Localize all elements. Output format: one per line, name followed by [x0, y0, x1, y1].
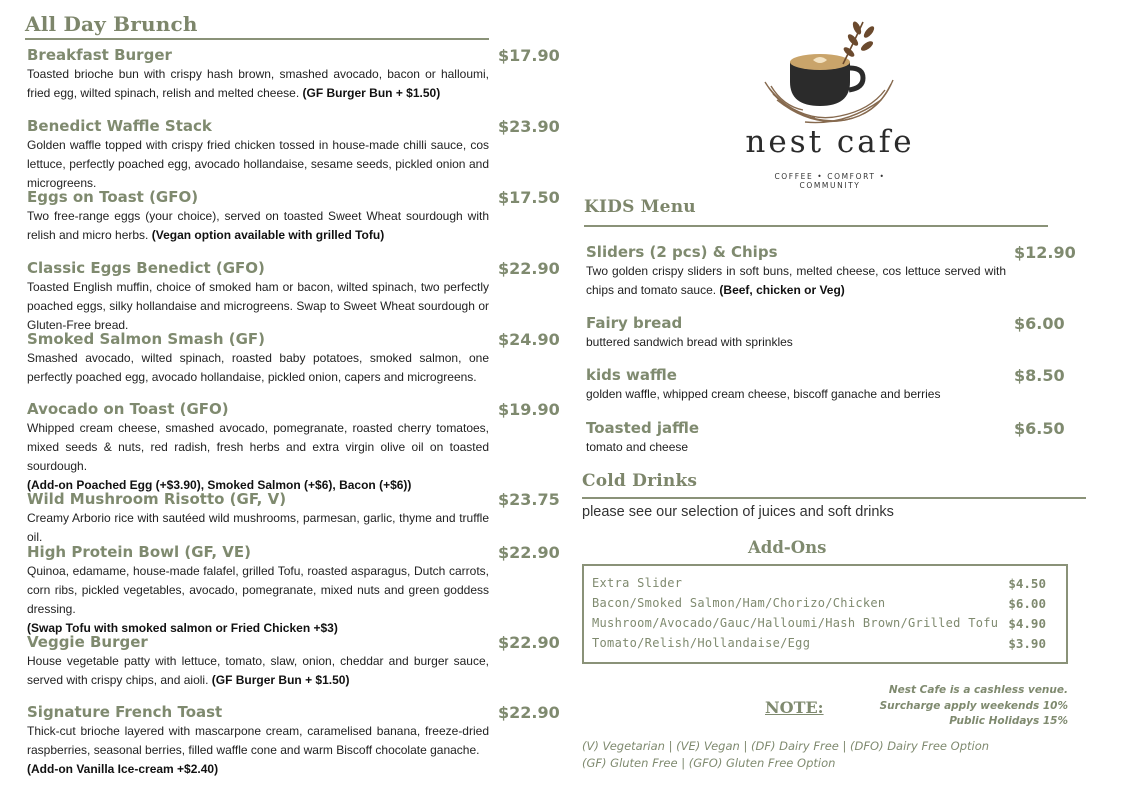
item-price: $22.90	[498, 543, 560, 562]
item-name: High Protein Bowl (GF, VE)	[27, 543, 252, 561]
item-description-text: Toasted brioche bun with crispy hash brown, smashed avocado, bacon or halloumi, fried egg, wilted spinach, relish and melted cheese.	[27, 67, 489, 100]
brunch-divider	[25, 38, 489, 40]
item-description-text: buttered sandwich bread with sprinkles	[586, 335, 793, 349]
item-note: (Vegan option available with grilled Tofu)	[151, 228, 385, 242]
item-description-text: Whipped cream cheese, smashed avocado, pomegranate, roasted cherry tomatoes, mixed seeds & nuts, red radish, fresh herbs and extra virgin olive oil on toasted sourdough.	[27, 421, 489, 473]
item-addon-note: (Swap Tofu with smoked salmon or Fried Chicken +$3)	[27, 621, 338, 635]
item-description-text: Thick-cut brioche layered with mascarpone cream, caramelised banana, freeze-dried raspberries, seasonal berries, filled waffle cone and warm Biscoff chocolate ganache.	[27, 724, 489, 757]
item-description	[27, 349, 489, 387]
addon-row	[592, 636, 1058, 656]
note-line: Nest Cafe is a cashless venue.	[888, 684, 1068, 696]
item-description-text: Toasted English muffin, choice of smoked ham or bacon, wilted spinach, two perfectly poached eggs, silky hollandaise and microgreens. Swap to Sweet Wheat sourdough or Gluten-Free bread.	[27, 280, 489, 332]
item-note: (GF Burger Bun + $1.50)	[302, 86, 441, 100]
legend-line: (V) Vegetarian | (VE) Vegan | (DF) Dairy Free | (DFO) Dairy Free Option	[582, 739, 990, 753]
item-name: Breakfast Burger	[27, 46, 172, 64]
addon-price: $4.90	[1008, 616, 1046, 631]
item-description	[27, 509, 489, 547]
item-price: $19.90	[498, 400, 560, 419]
addon-row	[592, 616, 1058, 636]
addon-name: Tomato/Relish/Hollandaise/Egg	[592, 636, 811, 650]
addon-price: $4.50	[1008, 576, 1046, 591]
addon-name: Bacon/Smoked Salmon/Ham/Chorizo/Chicken	[592, 596, 886, 610]
legend-line: (GF) Gluten Free | (GFO) Gluten Free Option	[582, 756, 836, 770]
item-description-text: Two free-range eggs (your choice), served on toasted Sweet Wheat sourdough with relish and micro herbs.	[27, 209, 489, 242]
item-description	[27, 419, 489, 495]
addon-row	[592, 596, 1058, 616]
item-description	[27, 278, 489, 335]
dietary-legend	[582, 738, 989, 772]
kids-title: KIDS Menu	[584, 197, 696, 217]
item-name: kids waffle	[586, 366, 677, 384]
item-description	[27, 722, 489, 779]
item-name: Signature French Toast	[27, 703, 223, 721]
cold-drinks-title: Cold Drinks	[582, 471, 698, 491]
item-description-text: golden waffle, whipped cream cheese, biscoff ganache and berries	[586, 387, 941, 401]
item-name: Benedict Waffle Stack	[27, 117, 212, 135]
addon-name: Extra Slider	[592, 576, 683, 590]
addon-price: $6.00	[1008, 596, 1046, 611]
item-description	[27, 652, 489, 690]
item-price: $23.90	[498, 117, 560, 136]
item-price: $6.50	[1014, 419, 1065, 438]
item-description	[27, 562, 489, 638]
item-name: Toasted jaffle	[586, 419, 700, 437]
addons-box	[582, 564, 1068, 664]
item-description-text: tomato and cheese	[586, 440, 689, 454]
item-description	[586, 385, 1006, 404]
item-price: $8.50	[1014, 366, 1065, 385]
item-description	[27, 207, 489, 245]
note-text	[880, 683, 1068, 730]
addon-name: Mushroom/Avocado/Gauc/Halloumi/Hash Brown/Grilled Tofu	[592, 616, 999, 630]
note-label: NOTE:	[765, 698, 824, 717]
item-price: $24.90	[498, 330, 560, 349]
item-description-text: Smashed avocado, wilted spinach, roasted baby potatoes, smoked salmon, one perfectly poached egg, avocado hollandaise, pickled onion, capers and microgreens.	[27, 351, 489, 384]
item-note: (Beef, chicken or Veg)	[719, 283, 845, 297]
item-name: Veggie Burger	[27, 633, 148, 651]
item-price: $17.50	[498, 188, 560, 207]
item-name: Eggs on Toast (GFO)	[27, 188, 199, 206]
kids-divider	[584, 225, 1048, 227]
brunch-title: All Day Brunch	[25, 12, 198, 36]
item-description-text: Two golden crispy sliders in soft buns, melted cheese, cos lettuce served with chips and tomato sauce.	[586, 264, 1006, 297]
addon-price: $3.90	[1008, 636, 1046, 651]
item-name: Avocado on Toast (GFO)	[27, 400, 229, 418]
addons-title: Add-Ons	[748, 538, 827, 557]
item-description	[27, 136, 489, 193]
item-description	[27, 65, 489, 103]
addon-row	[592, 576, 1058, 596]
item-description-text: Quinoa, edamame, house-made falafel, grilled Tofu, roasted asparagus, Dutch carrots, corn ribs, pickled vegetables, avocado, pomegranate, mixed nuts and green goddess dressing.	[27, 564, 489, 616]
item-name: Fairy bread	[586, 314, 683, 332]
item-description-text: Golden waffle topped with crispy fried chicken tossed in house-made chilli sauce, cos lettuce, perfectly poached egg, avocado hollandaise, sesame seeds, pickled onion and microgreens.	[27, 138, 489, 190]
item-name: Smoked Salmon Smash (GF)	[27, 330, 266, 348]
item-price: $6.00	[1014, 314, 1065, 333]
item-description	[586, 262, 1006, 300]
item-price: $22.90	[498, 633, 560, 652]
item-name: Wild Mushroom Risotto (GF, V)	[27, 490, 287, 508]
nest-cafe-logo	[745, 14, 920, 186]
item-price: $22.90	[498, 703, 560, 722]
item-price: $23.75	[498, 490, 560, 509]
item-name: Sliders (2 pcs) & Chips	[586, 243, 778, 261]
item-addon-note: (Add-on Vanilla Ice-cream +$2.40)	[27, 762, 219, 776]
logo-wordmark: nest cafe	[745, 124, 915, 160]
item-description-text: Creamy Arborio rice with sautéed wild mushrooms, parmesan, garlic, thyme and truffle oil.	[27, 511, 489, 544]
item-description	[586, 333, 1006, 352]
item-price: $12.90	[1014, 243, 1076, 262]
note-line: Surcharge apply weekends 10%	[879, 699, 1068, 712]
item-price: $22.90	[498, 259, 560, 278]
item-price: $17.90	[498, 46, 560, 65]
item-addon-note: (Add-on Poached Egg (+$3.90), Smoked Salmon (+$6), Bacon (+$6))	[27, 478, 412, 492]
item-note: (GF Burger Bun + $1.50)	[211, 673, 350, 687]
cold-drinks-divider	[582, 497, 1086, 499]
logo-tagline: COFFEE • COMFORT • COMMUNITY	[774, 172, 886, 190]
item-name: Classic Eggs Benedict (GFO)	[27, 259, 265, 277]
item-description	[586, 438, 1006, 457]
item-description-text: House vegetable patty with lettuce, tomato, slaw, onion, cheddar and burger sauce, served with crispy chips, and aioli.	[27, 654, 489, 687]
cold-drinks-text: please see our selection of juices and soft drinks	[582, 504, 894, 520]
note-line: Public Holidays 15%	[949, 715, 1068, 727]
